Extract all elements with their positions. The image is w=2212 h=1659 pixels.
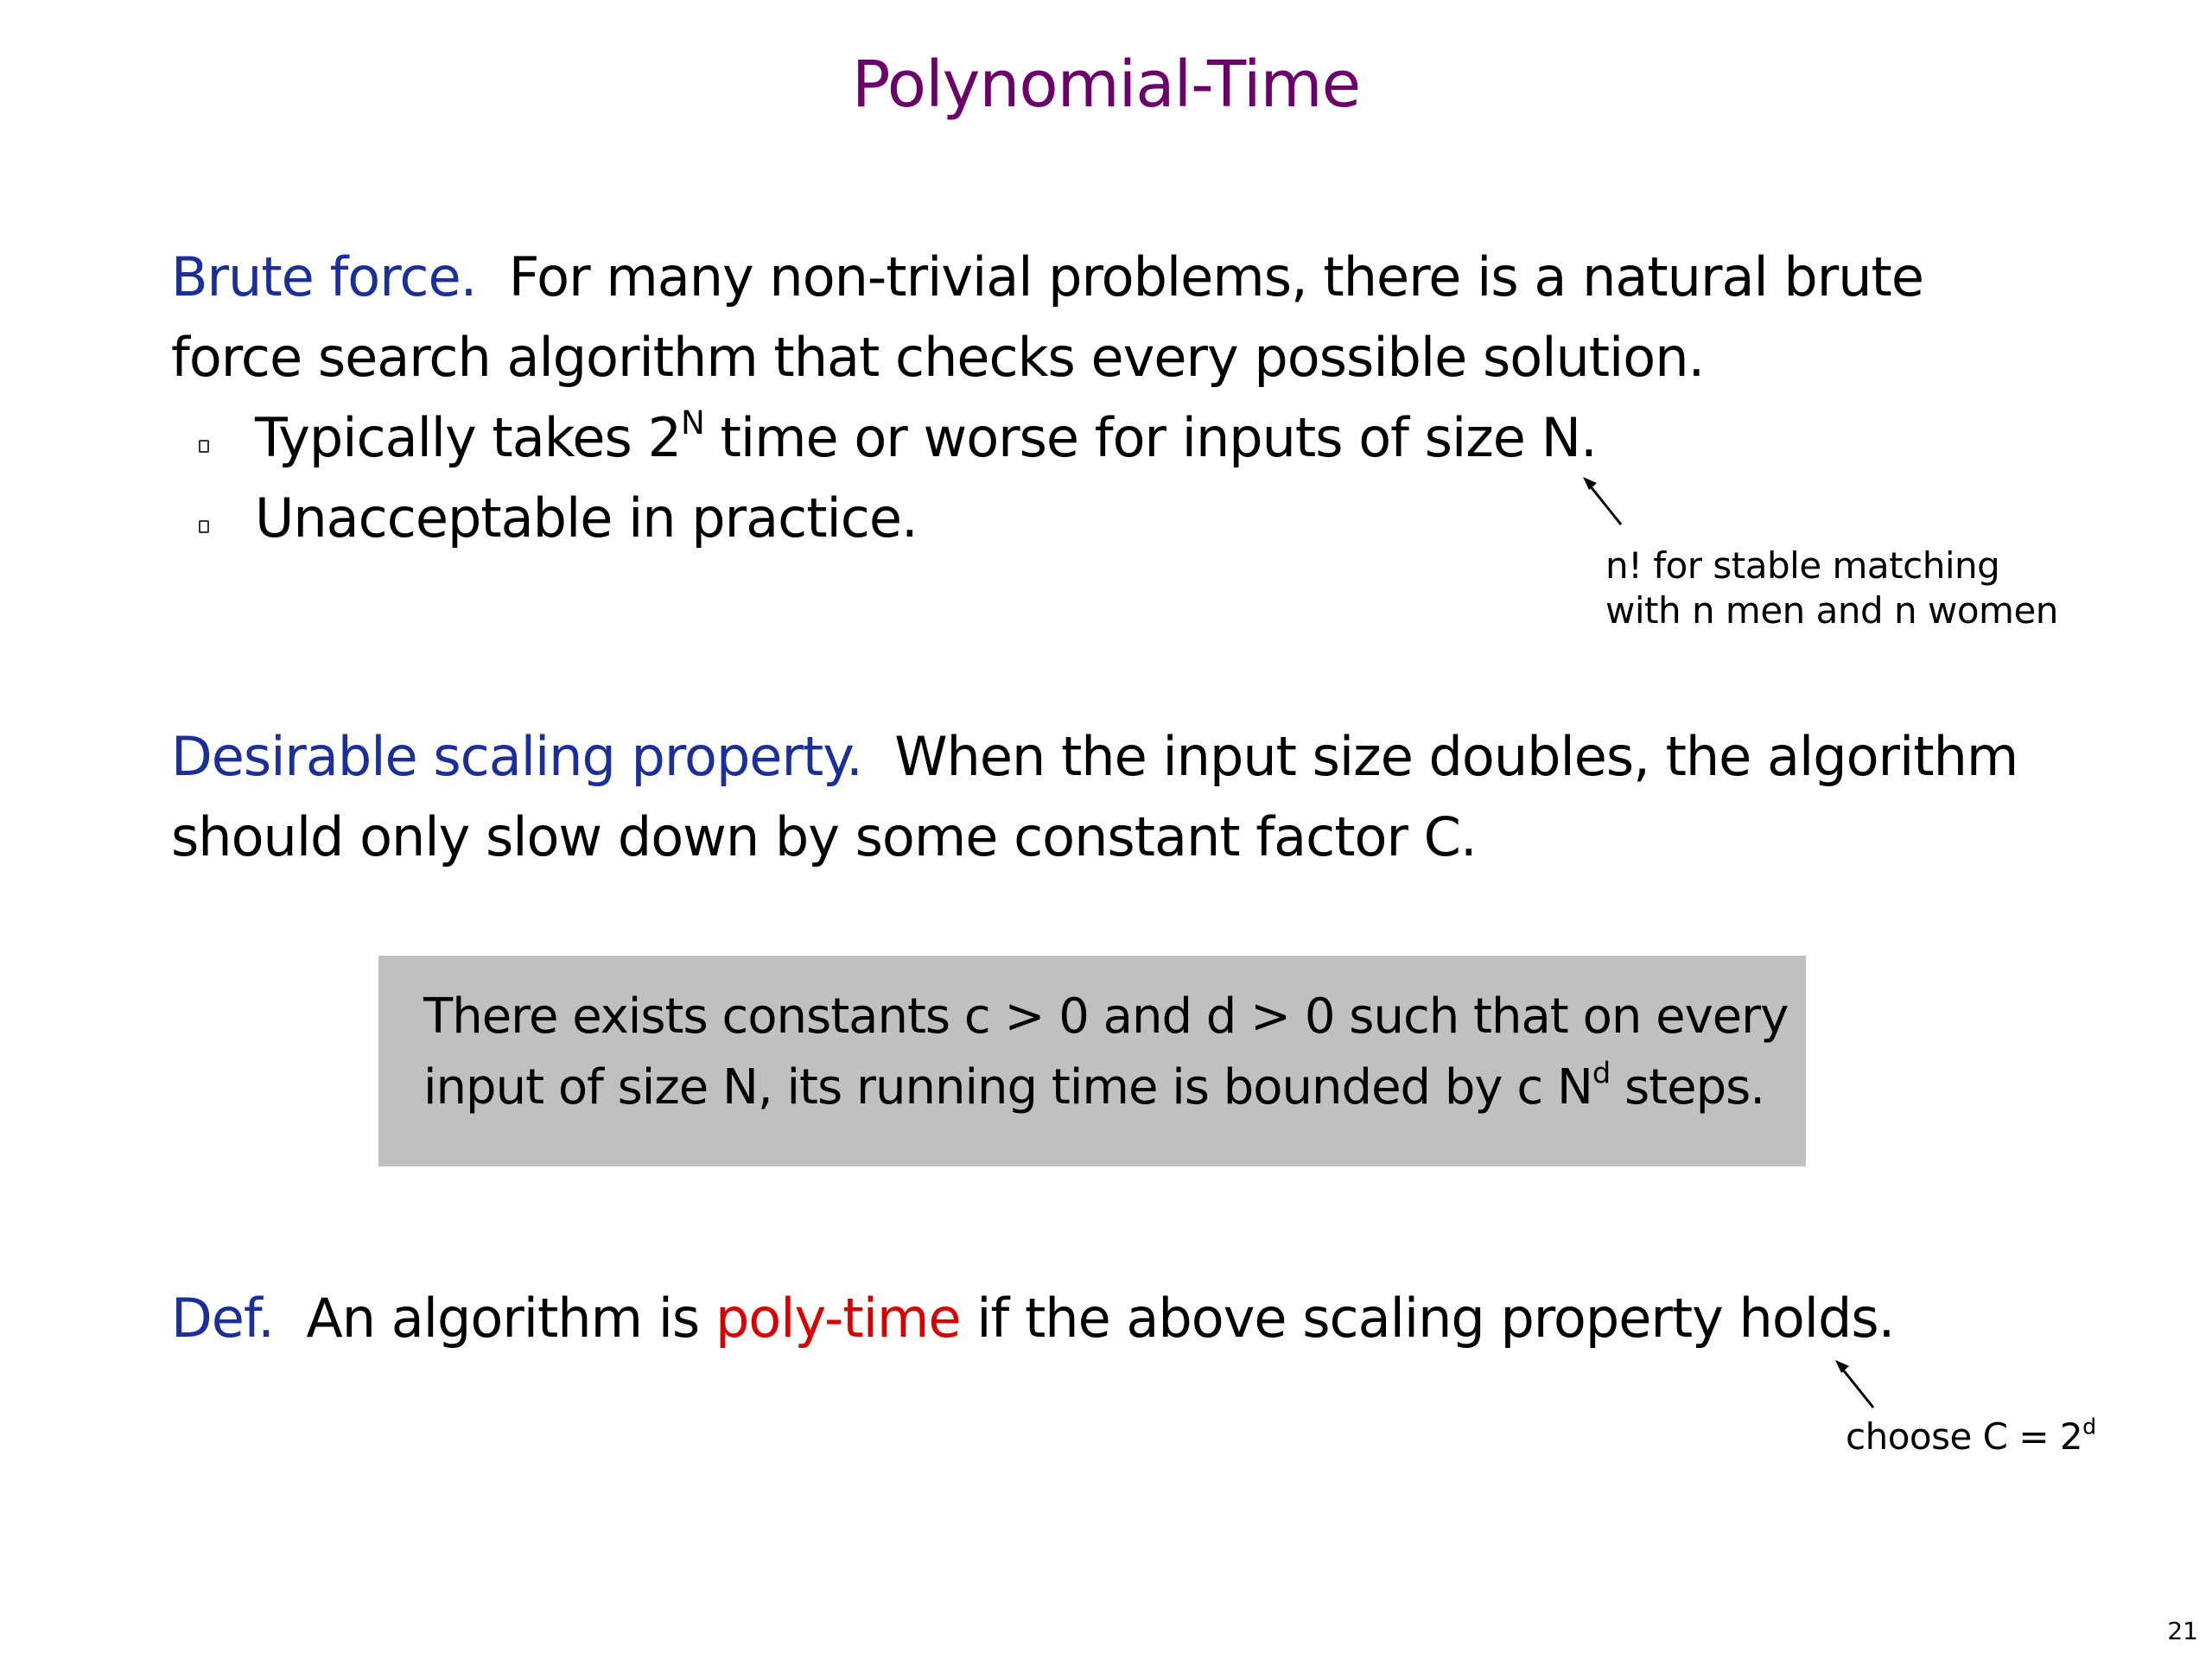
bullet-icon	[199, 440, 209, 453]
brute-force-line-2: force search algorithm that checks every possible solution.	[171, 326, 1705, 389]
scaling-line-2: should only slow down by some constant factor C.	[171, 805, 1477, 868]
definition-lead: Def.	[171, 1287, 274, 1350]
scaling-text-1: When the input size doubles, the algorithm	[894, 725, 2018, 788]
annotation-choose-c-text: choose C = 2	[1846, 1415, 2083, 1458]
scaling-line-1	[171, 716, 2018, 798]
arrow-icon	[1834, 1358, 1877, 1410]
definition-text: An algorithm is	[306, 1287, 715, 1350]
arrow-icon	[1581, 475, 1624, 527]
brute-force-lead: Brute force.	[171, 245, 477, 308]
definition-box-line-2-text: input of size N, its running time is bounded by c N	[423, 1059, 1592, 1116]
annotation-stable-matching-2: with n men and n women	[1605, 589, 2058, 632]
bullet-item-1-text: Typically takes 2	[255, 406, 682, 469]
brute-force-text-1: For many non-trivial problems, there is a natural brute	[508, 245, 1923, 308]
definition-box	[378, 956, 1806, 1166]
definition-box-line-1: There exists constants c > 0 and d > 0 such that on every	[423, 988, 1789, 1045]
bullet-item-1-superscript: N	[681, 403, 704, 442]
bullet-item-1	[255, 397, 1597, 479]
page-number: 21	[2167, 1617, 2198, 1645]
slide-title: Polynomial-Time	[851, 48, 1361, 122]
definition-box-line-2	[423, 1052, 1806, 1123]
bullet-item-1-text-end: time or worse for inputs of size N.	[703, 406, 1597, 469]
bullet-item-2: Unacceptable in practice.	[255, 486, 918, 550]
scaling-lead: Desirable scaling property.	[171, 725, 862, 788]
bullet-icon	[199, 520, 209, 533]
brute-force-line-1	[171, 237, 1923, 318]
annotation-choose-c-superscript: d	[2082, 1414, 2096, 1440]
definition-highlight: poly-time	[715, 1287, 961, 1350]
annotation-stable-matching-1: n! for stable matching	[1605, 544, 2000, 587]
definition-text-end: if the above scaling property holds.	[960, 1287, 1895, 1350]
definition-box-line-2-end: steps.	[1610, 1059, 1765, 1116]
annotation-choose-c	[1846, 1414, 2096, 1459]
definition-box-superscript: d	[1592, 1056, 1611, 1090]
definition-line	[171, 1278, 1894, 1359]
